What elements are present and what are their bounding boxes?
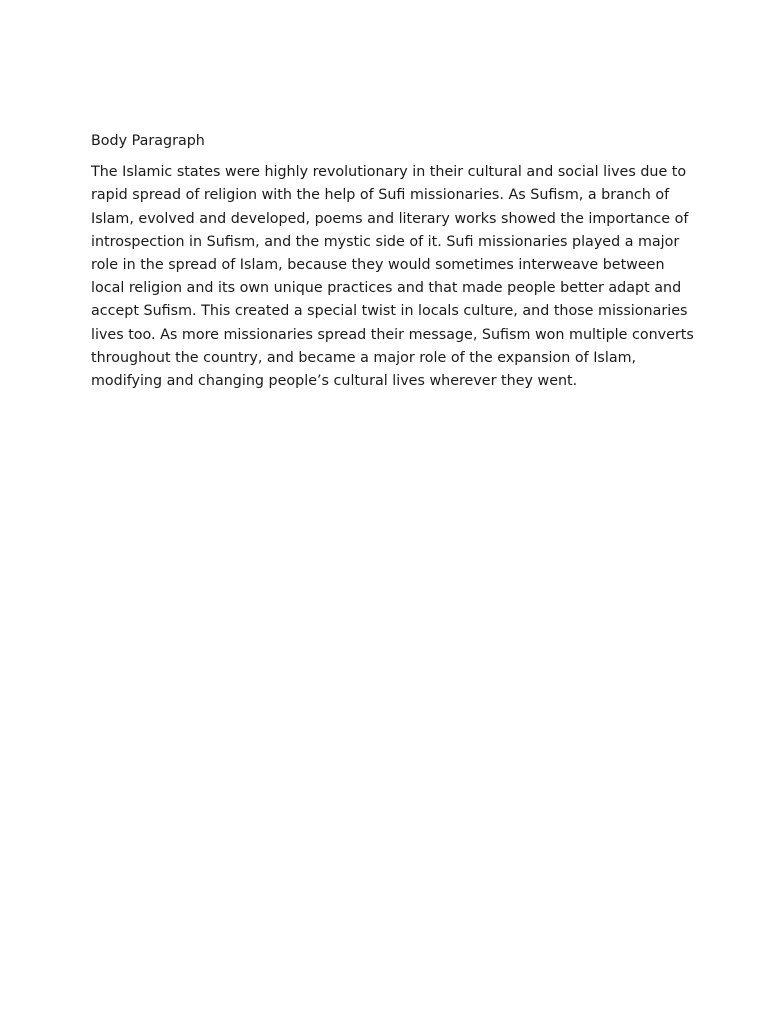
paragraph-line: lives too. As more missionaries spread their message, Sufism won multiple converts [91,326,694,343]
body-paragraph [91,161,694,393]
section-heading: Body Paragraph [91,133,205,149]
document-content [91,130,694,393]
paragraph-line: accept Sufism. This created a special twist in locals culture, and those missionaries [91,303,688,320]
paragraph-line: The Islamic states were highly revolutionary in their cultural and social lives due to [91,164,687,181]
paragraph-line: Islam, evolved and developed, poems and literary works showed the importance of [91,210,689,227]
paragraph-line: modifying and changing people’s cultural lives wherever they went. [91,373,578,390]
paragraph-line: local religion and its own unique practices and that made people better adapt and [91,280,682,297]
paragraph-line: throughout the country, and became a major role of the expansion of Islam, [91,349,637,366]
paragraph-line: rapid spread of religion with the help of Sufi missionaries. As Sufism, a branch of [91,187,670,204]
paragraph-line: introspection in Sufism, and the mystic side of it. Sufi missionaries played a major [91,233,680,250]
paragraph-line: role in the spread of Islam, because they would sometimes interweave between [91,257,665,274]
